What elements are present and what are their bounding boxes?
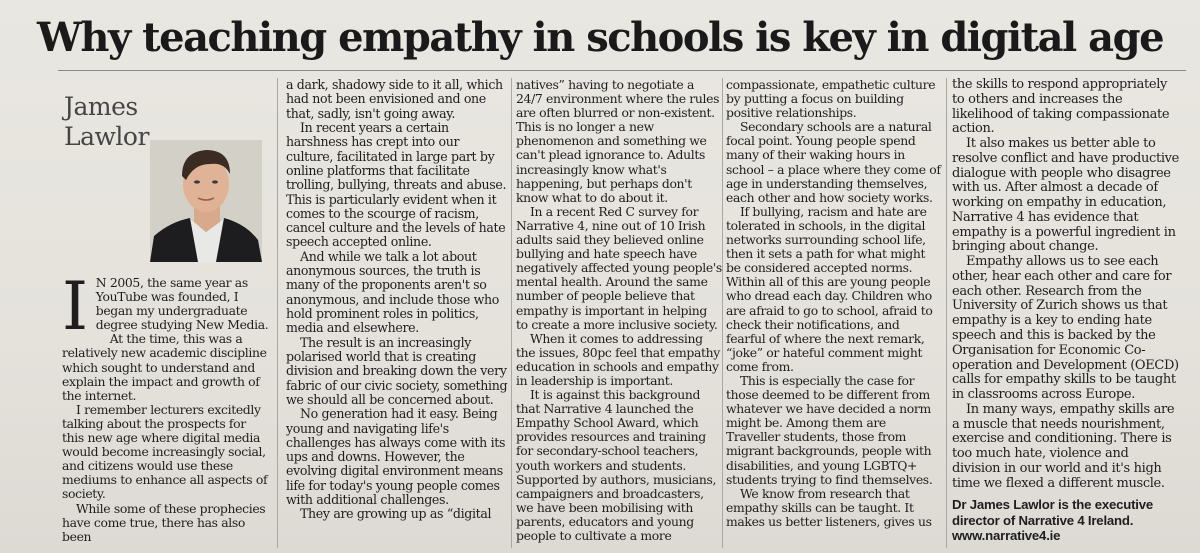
headline-rule [58, 70, 1186, 71]
article-paragraph: If bullying, racism and hate are tolerated in schools, in the digital networks surrounding school life, then it sets a path for what might be considered accepted norms. Within all of this are young people who dread each day. Children who are afraid to go to school, afraid to check their notifications, and fearful of where the next remark, “joke” or hateful comment might come from. [726, 203, 933, 374]
article-column-4 [726, 78, 942, 529]
column-divider [277, 78, 278, 548]
article-paragraph: While some of these prophecies have come true, there has also been [62, 500, 266, 544]
article-paragraph [62, 268, 270, 345]
article-paragraph: I remember lecturers excitedly talking about the prospects for this new age where digital media would become increasingly social, and citizens would use these mediums to enhance all aspects of society. [62, 401, 268, 502]
article-paragraph: No generation had it easy. Being young and navigating life's challenges has always come with its ups and downs. However, the evolving digital environment means life for today's young people comes with additional challenges. [286, 406, 506, 508]
article-paragraph: the skills to respond appropriately to others and increases the likelihood of taking compassionate action. [952, 77, 1170, 137]
article-paragraph: a dark, shadowy side to it all, which had not been envisioned and one that, sadly, isn't going away. [286, 77, 503, 121]
headline: Why teaching empathy in schools is key in digital age [36, 14, 1164, 61]
column-divider [722, 78, 723, 548]
article-paragraph: At the time, this was a relatively new academic discipline which sought to understand and explain the impact and growth of the internet. [62, 331, 267, 403]
article-paragraph: We know from research that empathy skills can be taught. It makes us better listeners, gives us [726, 485, 932, 529]
article-column-2 [286, 78, 508, 522]
author-photo [150, 140, 262, 262]
drop-cap: I [62, 268, 88, 345]
article-paragraph: In recent years a certain harshness has crept into our culture, facilitated in large part by online platforms that facilitate trolling, bullying, threats and abuse. This is particularly evident when it comes to the scourge of racism, cancel culture and the levels of hate speech accepted online. [286, 119, 507, 250]
author-last-name: Lawlor [64, 122, 149, 151]
article-paragraph: This is especially the case for those deemed to be different from whatever we have decided a norm might be. Among them are Traveller students, those from migrant backgrounds, people with disabilities, and young LGBTQ+ students trying to find themselves. [726, 372, 933, 487]
article-column-1 [62, 268, 270, 544]
article-paragraph: compassionate, empathetic culture by putting a focus on building positive relationships. [726, 77, 936, 121]
article-column-3 [516, 78, 722, 543]
author-bio: Dr James Lawlor is the executive director of Narrative 4 Ireland. www.narrative4.ie [952, 497, 1154, 544]
article-paragraph: When it comes to addressing the issues, 80pc feel that empathy education in schools and empathy in leadership is important. [516, 330, 720, 388]
author-portrait-image [150, 140, 262, 262]
article-paragraph: Secondary schools are a natural focal point. Young people spend many of their waking hours in school – a place where they come of age in understanding themselves, each other and how society works. [726, 119, 941, 205]
article-paragraph: They are growing up as “digital [300, 506, 492, 522]
article-paragraph: natives” having to negotiate a 24/7 environment where the rules are often blurred or non-existent. This is no longer a new phenomenon and something we can't plead ignorance to. Adults increasingly know what's happening, but perhaps don't know what to do about it. [516, 77, 720, 205]
column-divider [511, 78, 512, 548]
article-paragraph: It also makes us better able to resolve conflict and have productive dialogue with people who disagree with us. After almost a decade of working on empathy in education, Narrative 4 has evidence that empathy is a powerful ingredient in bringing about change. [952, 136, 1180, 255]
paragraph-text: N 2005, the same year as YouTube was founded, I began my undergraduate degree studying New Media. [95, 275, 269, 333]
article-paragraph: The result is an increasingly polarised world that is creating division and breaking down the very fabric of our civic society, something we should all be concerned about. [286, 334, 508, 407]
article-column-5 [952, 78, 1180, 544]
article-paragraph: And while we talk a lot about anonymous sources, the truth is many of the proponents aren't so anonymous, and include those who hold prominent roles in politics, media and elsewhere. [286, 248, 500, 336]
column-divider [946, 78, 947, 548]
article-paragraph: In a recent Red C survey for Narrative 4, nine out of 10 Irish adults said they believed online bullying and hate speech have negatively affected young people's mental health. Around the same number of people believe that empathy is important in helping to create a more inclusive society. [516, 203, 722, 332]
article-paragraph: Empathy allows us to see each other, hear each other and care for each other. Research from the University of Zurich shows us that empathy is a key to ending hate speech and this is backed by the Organisation for Economic Co-operation and Development (OECD) calls for empathy skills to be taught in classrooms across Europe. [952, 254, 1179, 403]
article-paragraph: In many ways, empathy skills are a muscle that needs nourishment, exercise and conditioning. There is too much hate, violence and division in our world and it's high time we flexed a different muscle. [952, 401, 1175, 491]
article-paragraph: It is against this background that Narrative 4 launched the Empathy School Award, which provides resources and training for secondary-school teachers, youth workers and students. Supported by authors, musicians, campaigners and broadcasters, we have been mobilising with parents, educators and young people to cultivate a more [516, 387, 717, 543]
author-first-name: James [64, 92, 138, 121]
